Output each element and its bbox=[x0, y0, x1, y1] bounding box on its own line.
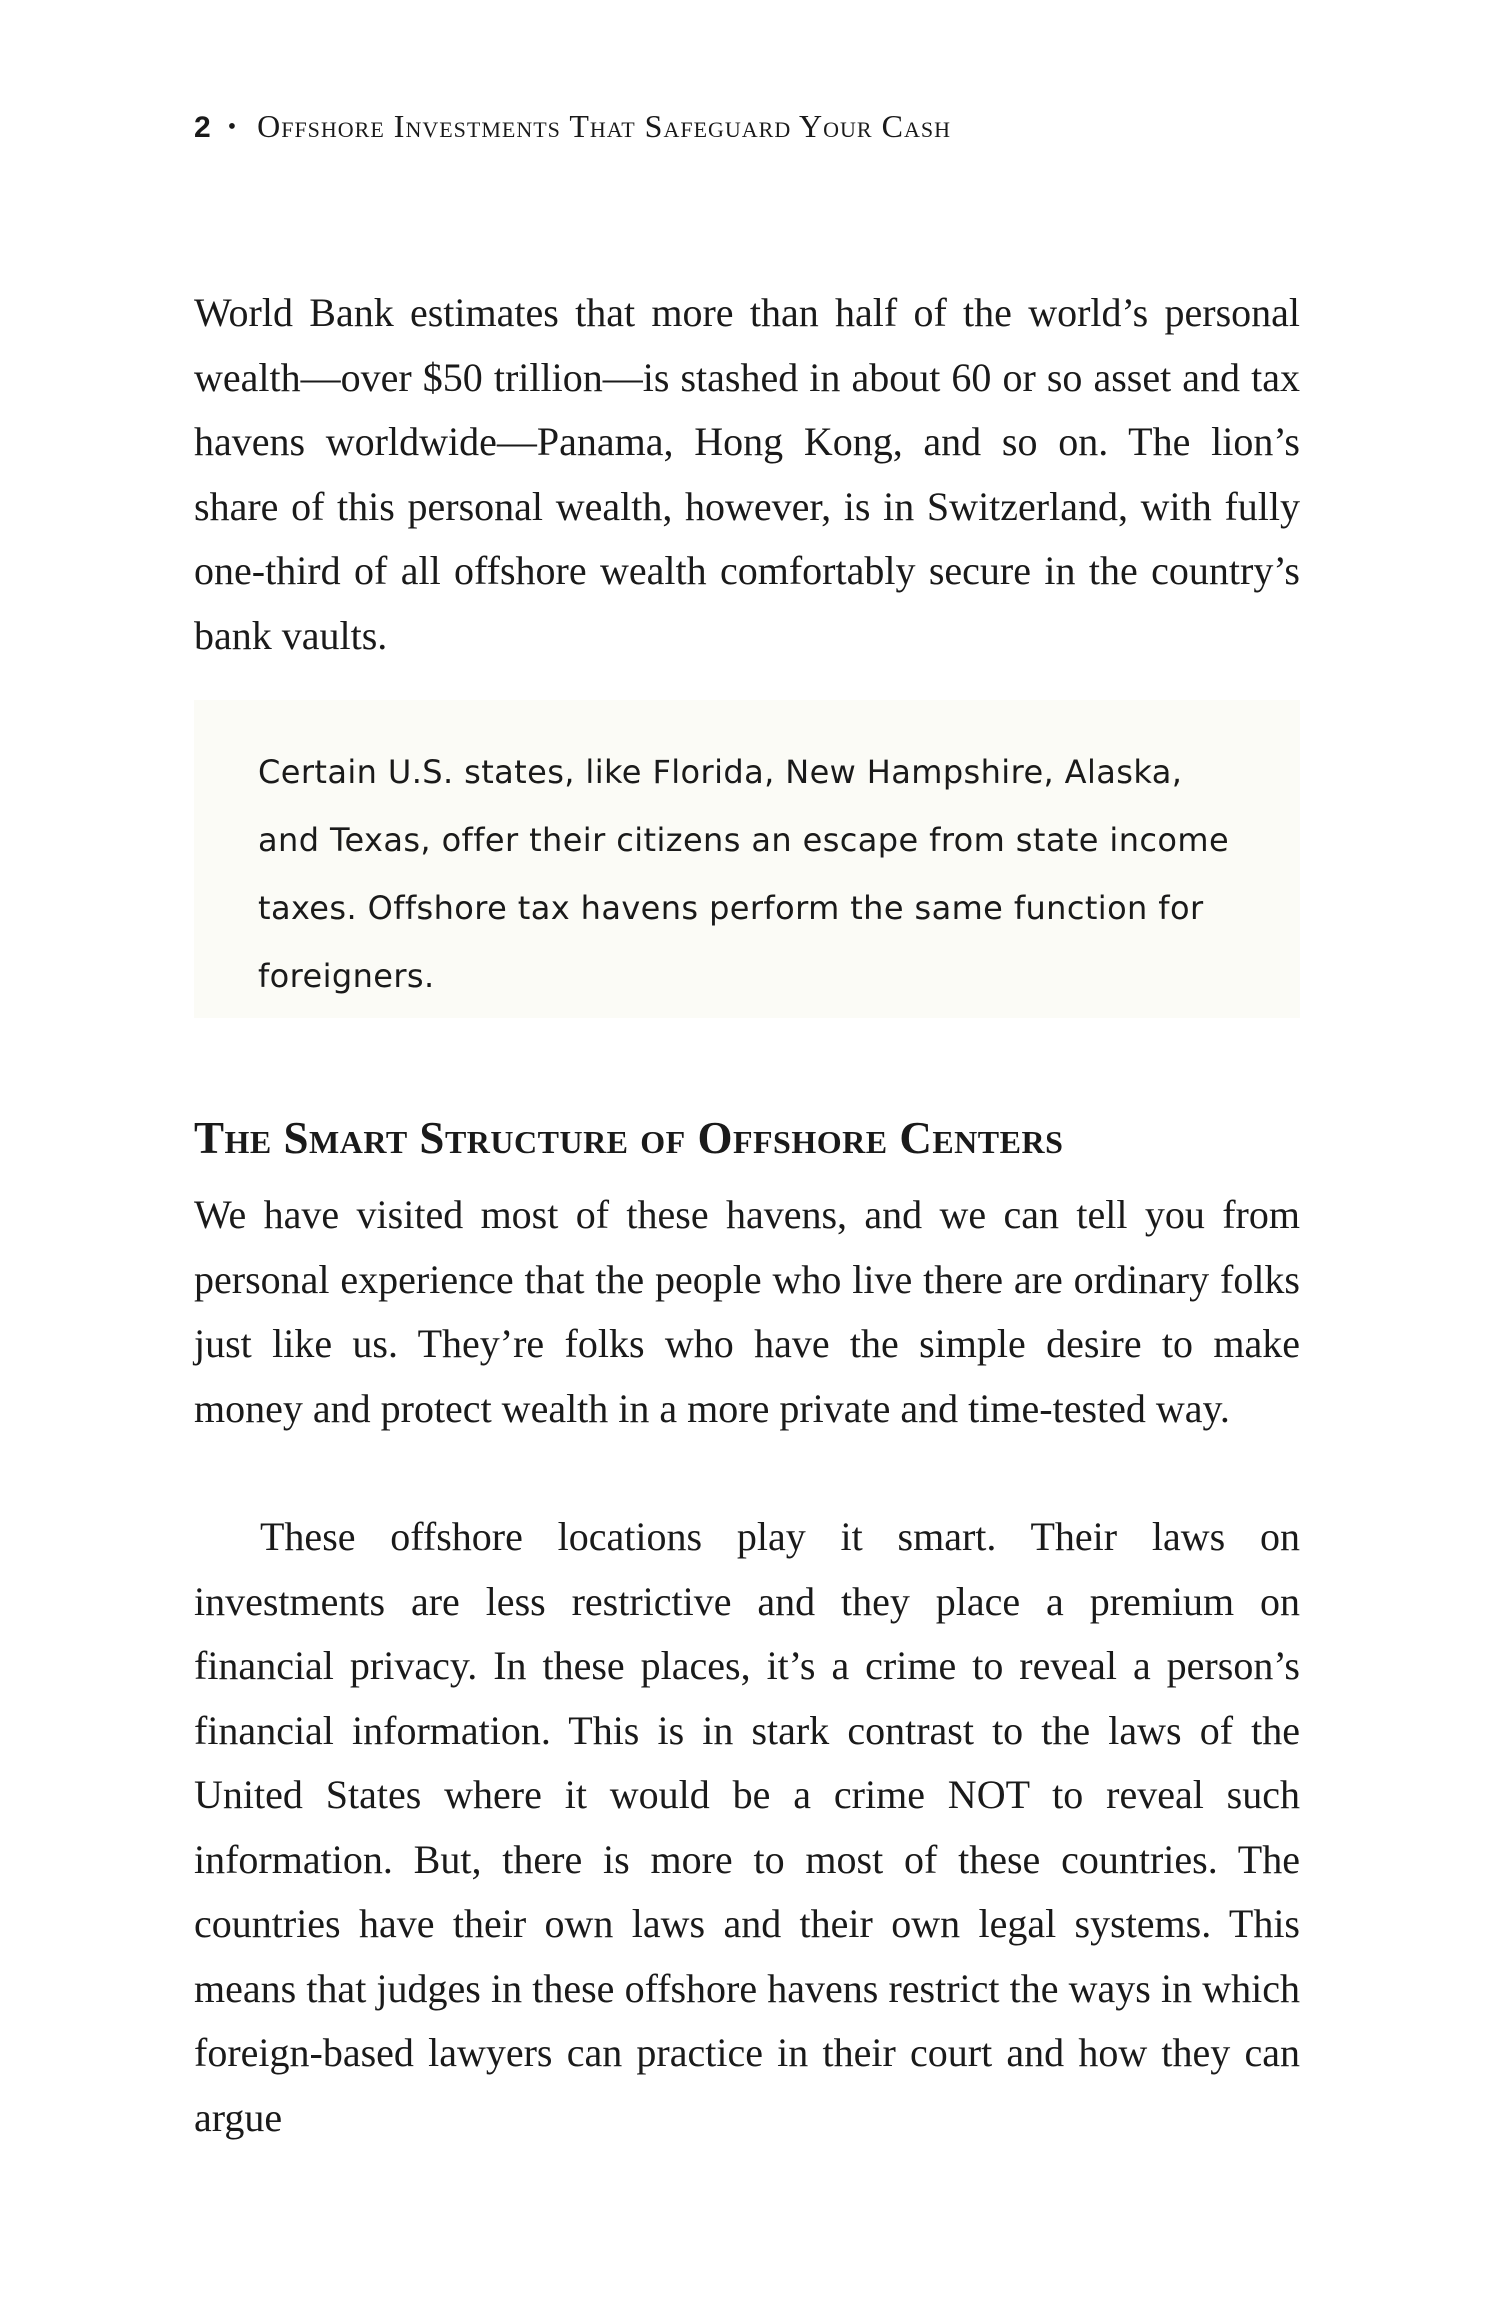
section-paragraph-1: We have visited most of these havens, and we can tell you from personal experience that the people who live there are ordinary folks just like us. They’re folks who have the simple desire to make money and protect wealth in a more private and time-tested way. bbox=[194, 1192, 1300, 1431]
page-number: 2 bbox=[194, 111, 212, 144]
running-header bbox=[194, 108, 951, 145]
section-heading: The Smart Structure of Offshore Centers bbox=[194, 1113, 1064, 1163]
callout-box bbox=[194, 700, 1300, 1018]
callout-text: Certain U.S. states, like Florida, New Hampshire, Alaska, and Texas, offer their citizens an escape from state income taxes. Offshore tax havens perform the same function for foreigners. bbox=[258, 753, 1230, 995]
book-title: Offshore Investments That Safeguard Your Cash bbox=[257, 108, 951, 144]
section-paragraph-2: These offshore locations play it smart. Their laws on investments are less restrictive and they place a premium on financial privacy. In these places, it’s a crime to reveal a person’s financial information. This is in stark contrast to the laws of the United States where it would be a crime NOT to reveal such information. But, there is more to most of these countries. The countries have their own laws and their own legal systems. This means that judges in these offshore havens restrict the ways in which foreign-based lawyers can practice in their court and how they can argue bbox=[194, 1514, 1300, 2140]
intro-paragraph: World Bank estimates that more than half of the world’s personal wealth—over $50 trillion—is stashed in about 60 or so asset and tax havens worldwide—Panama, Hong Kong, and so on. The lion’s share of this personal wealth, however, is in Switzerland, with fully one-third of all offshore wealth comfortably secure in the country’s bank vaults. bbox=[194, 290, 1300, 658]
header-separator: • bbox=[227, 114, 238, 140]
